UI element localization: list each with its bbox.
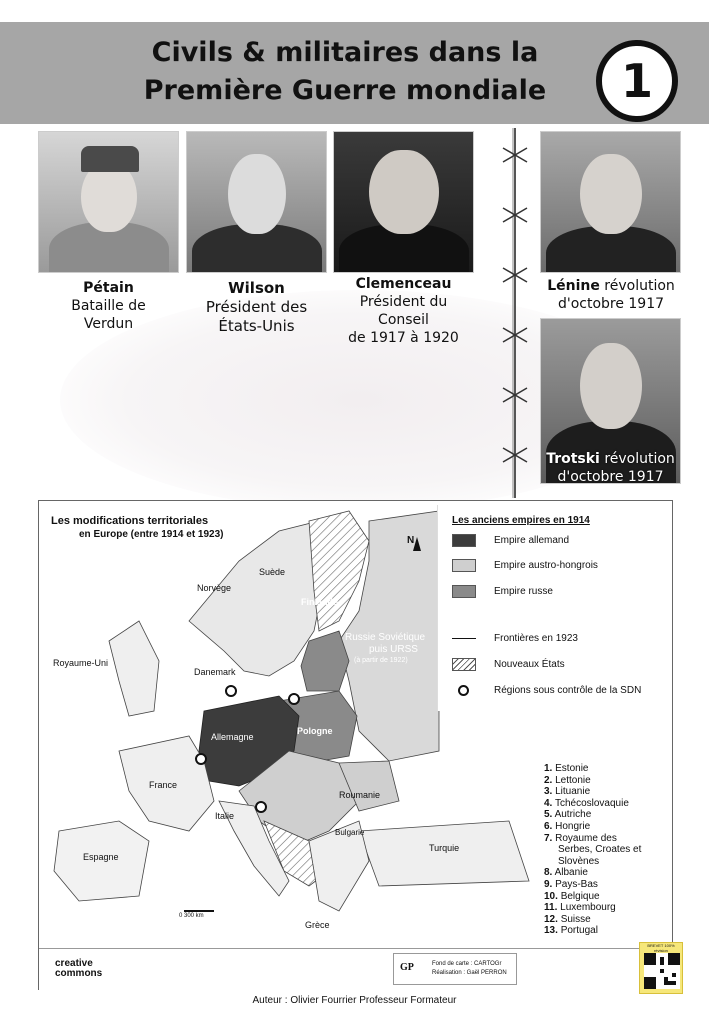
label-espagne: Espagne (83, 852, 119, 862)
list-item-num: 12. (544, 913, 558, 925)
map-title: Les modifications territoriales (51, 515, 209, 527)
list-item-label: Serbes, Croates et (558, 844, 642, 856)
caption-clemenceau (333, 275, 474, 347)
list-item-num: 1. (544, 763, 553, 774)
list-item (544, 833, 641, 845)
label-france: France (149, 780, 178, 790)
lenine-line-1 (547, 278, 675, 294)
qr-label: BREVET 100% révision (647, 943, 675, 953)
legend-sdn (452, 683, 641, 699)
list-item (544, 821, 641, 833)
list-item-num: 6. (544, 820, 553, 832)
portrait-petain (38, 131, 179, 273)
portrait-lenine (540, 131, 681, 273)
name-lenine: Lénine (547, 278, 600, 294)
legend-german-swatch (452, 534, 476, 547)
caption-petain (38, 279, 179, 333)
map-turkey (359, 821, 529, 886)
legend-sdn-label: Régions sous contrôle de la SDN (494, 685, 642, 696)
creative-commons-logo (55, 959, 102, 979)
list-item (544, 856, 641, 868)
map-footer (39, 948, 672, 990)
legend-borders (452, 631, 578, 647)
credit-line-1: Fond de carte : CARTOGr (432, 961, 502, 967)
europe-map (38, 500, 673, 990)
portrait-clemenceau (333, 131, 474, 273)
list-item-num: 3. (544, 786, 553, 798)
legend-new-states-label: Nouveaux États (494, 659, 565, 670)
legend-borders-label: Frontières en 1923 (494, 633, 578, 644)
label-norvege: Norvège (197, 583, 232, 593)
desc-petain-1: Bataille de (71, 298, 146, 314)
legend-austro-label: Empire austro-hongrois (494, 560, 598, 571)
map-credit (393, 953, 517, 985)
label-allemagne: Allemagne (211, 732, 254, 742)
list-item-num: 7. (544, 832, 553, 844)
legend-title: Les anciens empires en 1914 (452, 515, 590, 526)
list-item-num: 13. (544, 925, 558, 937)
desc-petain-2: Verdun (83, 316, 134, 332)
qr-code-icon (644, 953, 680, 989)
desc-wilson-1: Président des (205, 298, 308, 316)
label-roumanie: Roumanie (339, 790, 381, 800)
legend-hatch-swatch (452, 658, 476, 671)
legend-german (452, 533, 569, 549)
list-item (544, 775, 641, 787)
label-royaume-uni: Royaume-Uni (53, 658, 109, 668)
list-item-label: Pays-Bas (555, 878, 598, 890)
label-russie-3: (à partir de 1922) (354, 657, 408, 664)
qr-code-badge[interactable] (639, 942, 683, 994)
list-item (544, 844, 641, 856)
label-turquie: Turquie (429, 843, 460, 853)
list-item (544, 786, 641, 798)
list-item-num: 5. (544, 809, 553, 821)
list-item (544, 798, 641, 810)
desc-trotski-2: d'octobre 1917 (557, 469, 664, 485)
legend-russian-swatch (452, 585, 476, 598)
list-item-num: 9. (544, 878, 553, 890)
desc-wilson-2: États-Unis (218, 317, 295, 335)
name-trotski: Trotski (546, 451, 600, 467)
barbed-wire-divider (497, 128, 533, 498)
legend-austro (452, 558, 598, 574)
list-item-label: Autriche (554, 809, 592, 821)
desc-trotski-1: révolution (604, 451, 675, 467)
label-pologne: Pologne (297, 726, 333, 736)
legend-new-states (452, 657, 565, 673)
sheet-number-badge: 1 (596, 40, 678, 122)
list-item (544, 879, 641, 891)
author-credit: Auteur : Olivier Fourrier Professeur Formateur (252, 995, 457, 1006)
label-italie: Italie (215, 811, 235, 821)
caption-wilson (186, 279, 327, 336)
list-item (544, 867, 641, 879)
list-item-label: Suisse (560, 913, 591, 925)
list-item-label: Slovènes (558, 855, 600, 867)
credit-line-2: Réalisation : Gaël PERRON (432, 970, 507, 976)
list-item-num: 10. (544, 890, 558, 902)
numbered-list (544, 763, 641, 937)
list-item (544, 914, 641, 926)
name-wilson: Wilson (228, 279, 285, 297)
gp-logo: GP (400, 962, 414, 973)
list-item-label: Belgique (560, 890, 600, 902)
label-bulgarie: Bulgarie (335, 828, 365, 837)
legend-circle-icon (458, 685, 469, 696)
list-item-label: Albanie (554, 867, 588, 879)
desc-lenine-2: d'octobre 1917 (557, 296, 665, 312)
caption-lenine (536, 277, 686, 313)
trotski-line-1 (546, 451, 675, 467)
legend-border-line (452, 638, 476, 639)
list-item-label: Tchécoslovaquie (554, 797, 629, 809)
label-grece: Grèce (305, 920, 330, 930)
map-subtitle: en Europe (entre 1914 et 1923) (79, 529, 224, 540)
page-title (95, 34, 595, 110)
legend-german-label: Empire allemand (494, 535, 570, 546)
title-line-2: Première Guerre mondiale (143, 75, 547, 106)
map-legend (437, 505, 669, 711)
legend-russian (452, 584, 553, 600)
list-item (544, 809, 641, 821)
caption-trotski (542, 450, 679, 486)
list-item (544, 902, 641, 914)
cc-line-1: creative (55, 958, 93, 969)
list-item (544, 891, 641, 903)
label-russie-2: puis URSS (369, 644, 418, 655)
list-item-label: Lettonie (555, 774, 591, 786)
list-item-label: Lituanie (555, 786, 591, 798)
list-item-label: Royaume des (555, 832, 617, 844)
list-item-label: Luxembourg (560, 902, 616, 914)
list-item-num: 4. (544, 797, 553, 809)
list-item-label: Estonie (555, 763, 589, 774)
list-item-label: Portugal (560, 925, 598, 937)
legend-russian-label: Empire russe (494, 586, 553, 597)
list-item (544, 763, 641, 775)
name-clemenceau: Clemenceau (355, 276, 452, 292)
desc-clemenceau-3: de 1917 à 1920 (348, 330, 459, 346)
list-item-num: 8. (544, 867, 553, 879)
label-russie-1: Russie Soviétique (345, 632, 426, 643)
legend-austro-swatch (452, 559, 476, 572)
label-suede: Suède (259, 567, 286, 577)
list-item (544, 925, 641, 937)
cc-line-2: commons (55, 968, 103, 979)
title-line-1: Civils & militaires dans la (151, 37, 539, 68)
scale-bar: 0 300 km (179, 913, 204, 919)
list-item-num: 2. (544, 774, 553, 786)
desc-lenine-1: révolution (604, 278, 675, 294)
desc-clemenceau-2: Conseil (378, 312, 429, 328)
list-item-num: 11. (544, 902, 558, 914)
list-item-label: Hongrie (555, 820, 591, 832)
name-petain: Pétain (83, 280, 134, 296)
north-indicator: N (407, 535, 415, 546)
desc-clemenceau-1: Président du (359, 294, 448, 310)
label-danemark: Danemark (194, 667, 236, 677)
portrait-wilson (186, 131, 327, 273)
label-finlande: Finlande (301, 597, 339, 607)
